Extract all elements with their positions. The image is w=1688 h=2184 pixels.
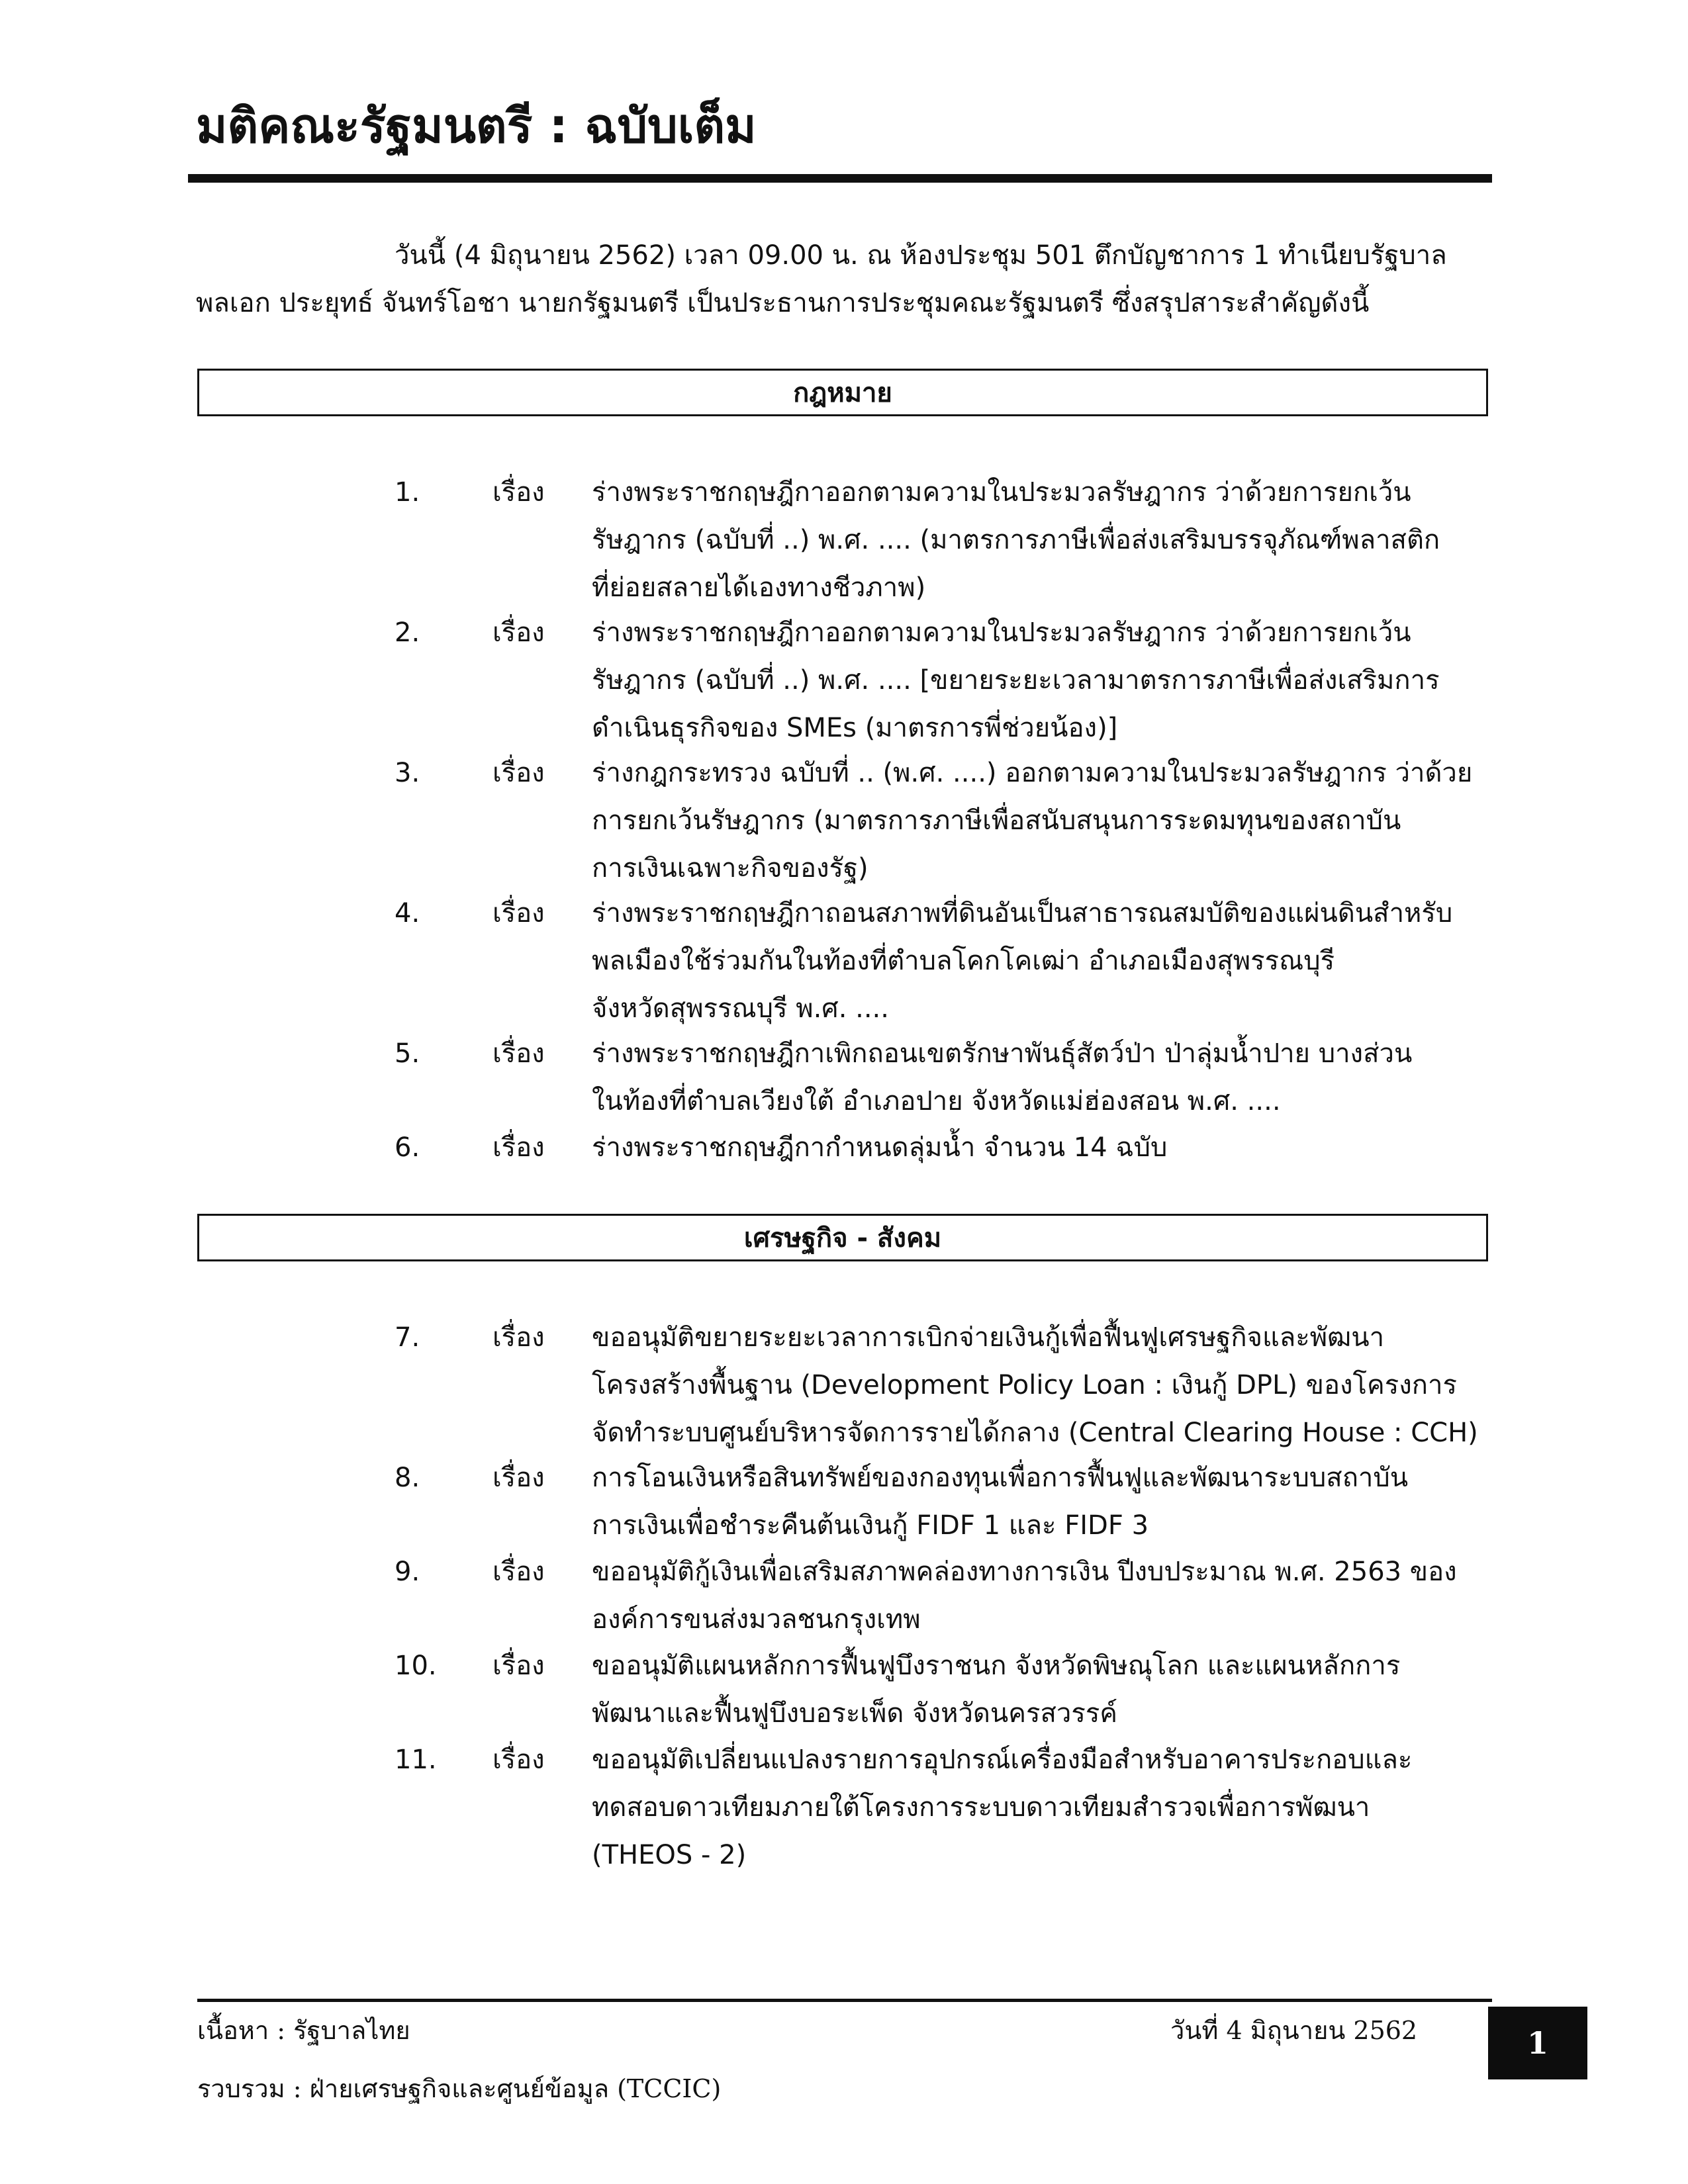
intro-line-1: วันนี้ (4 มิถุนายน 2562) เวลา 09.00 น. ณ ห้องประชุม 501 ตึกบัญชาการ 1 ทำเนียบรัฐบาล (395, 240, 1447, 271)
item-label: เรื่อง (492, 898, 545, 929)
item-text-line: รัษฎากร (ฉบับที่ ..) พ.ศ. .... (มาตรการภาษีเพื่อส่งเสริมบรรจุภัณฑ์พลาสติก (592, 525, 1440, 555)
item-label: เรื่อง (492, 617, 545, 648)
item-number: 8. (395, 1463, 420, 1493)
item-number: 2. (395, 617, 420, 648)
intro-paragraph (196, 232, 1487, 327)
item-text-line: ทดสอบดาวเทียมภายใต้โครงการระบบดาวเทียมสำรวจเพื่อการพัฒนา (592, 1792, 1370, 1823)
item-number: 10. (395, 1651, 437, 1681)
item-text-line: ร่างพระราชกฤษฎีกากำหนดลุ่มน้ำ จำนวน 14 ฉบับ (592, 1132, 1168, 1163)
item-text-line: จังหวัดสุพรรณบุรี พ.ศ. .... (592, 993, 889, 1024)
item-text-line: ร่างกฎกระทรวง ฉบับที่ .. (พ.ศ. ....) ออกตามความในประมวลรัษฎากร ว่าด้วย (592, 758, 1473, 788)
item-label: เรื่อง (492, 1322, 545, 1353)
footer-divider (197, 1999, 1492, 2002)
item-text-line: ร่างพระราชกฤษฎีกาเพิกถอนเขตรักษาพันธุ์สัตว์ป่า ป่าลุ่มน้ำปาย บางส่วน (592, 1038, 1413, 1069)
item-text-line: ร่างพระราชกฤษฎีกาออกตามความในประมวลรัษฎากร ว่าด้วยการยกเว้น (592, 617, 1411, 648)
section-heading-economy-society: เศรษฐกิจ - สังคม (197, 1214, 1488, 1261)
item-text-line: พลเมืองใช้ร่วมกันในท้องที่ตำบลโคกโคเฒ่า อำเภอเมืองสุพรรณบุรี (592, 946, 1335, 976)
item-text-line: องค์การขนส่งมวลชนกรุงเทพ (592, 1604, 921, 1635)
item-text-line: ดำเนินธุรกิจของ SMEs (มาตรการพี่ช่วยน้อง)] (592, 713, 1118, 743)
item-text (592, 1124, 1492, 1171)
item-text (592, 1454, 1492, 1549)
item-text-line: โครงสร้างพื้นฐาน (Development Policy Loan : เงินกู้ DPL) ของโครงการ (592, 1370, 1457, 1400)
item-label: เรื่อง (492, 1651, 545, 1681)
item-label: เรื่อง (492, 1745, 545, 1775)
item-text-line: ขออนุมัติแผนหลักการฟื้นฟูบึงราชนก จังหวัดพิษณุโลก และแผนหลักการ (592, 1651, 1401, 1681)
item-text-line: รัษฎากร (ฉบับที่ ..) พ.ศ. .... [ขยายระยะเวลามาตรการภาษีเพื่อส่งเสริมการ (592, 665, 1440, 696)
item-label: เรื่อง (492, 1557, 545, 1587)
page-title: มติคณะรัฐมนตรี : ฉบับเต็ม (196, 98, 757, 154)
item-text (592, 1314, 1492, 1457)
item-text (592, 1736, 1492, 1879)
item-label: เรื่อง (492, 477, 545, 508)
page-number-badge: 1 (1488, 2007, 1587, 2079)
item-text-line: ขออนุมัติเปลี่ยนแปลงรายการอุปกรณ์เครื่องมือสำหรับอาคารประกอบและ (592, 1745, 1413, 1775)
item-text-line: ขออนุมัติขยายระยะเวลาการเบิกจ่ายเงินกู้เพื่อฟื้นฟูเศรษฐกิจและพัฒนา (592, 1322, 1385, 1353)
item-number: 4. (395, 898, 420, 929)
item-text (592, 1642, 1492, 1737)
item-number: 6. (395, 1132, 420, 1163)
item-text-line: ขออนุมัติกู้เงินเพื่อเสริมสภาพคล่องทางการเงิน ปีงบประมาณ พ.ศ. 2563 ของ (592, 1557, 1457, 1587)
item-text (592, 1030, 1492, 1125)
item-label: เรื่อง (492, 758, 545, 788)
item-label: เรื่อง (492, 1038, 545, 1069)
item-text-line: ในท้องที่ตำบลเวียงใต้ อำเภอปาย จังหวัดแม่ฮ่องสอน พ.ศ. .... (592, 1086, 1281, 1116)
item-text-line: ร่างพระราชกฤษฎีกาออกตามความในประมวลรัษฎากร ว่าด้วยการยกเว้น (592, 477, 1411, 508)
item-label: เรื่อง (492, 1132, 545, 1163)
item-number: 1. (395, 477, 420, 508)
item-text (592, 609, 1492, 752)
intro-line-2: พลเอก ประยุทธ์ จันทร์โอชา นายกรัฐมนตรี เป็นประธานการประชุมคณะรัฐมนตรี ซึ่งสรุปสาระสำคัญดังนี้ (196, 288, 1370, 318)
item-text-line: การยกเว้นรัษฎากร (มาตรการภาษีเพื่อสนับสนุนการระดมทุนของสถาบัน (592, 805, 1401, 836)
item-text-line: พัฒนาและฟื้นฟูบึงบอระเพ็ด จังหวัดนครสวรรค์ (592, 1698, 1118, 1729)
item-text-line: ร่างพระราชกฤษฎีกาถอนสภาพที่ดินอันเป็นสาธารณสมบัติของแผ่นดินสำหรับ (592, 898, 1453, 929)
item-text-line: จัดทำระบบศูนย์บริหารจัดการรายได้กลาง (Central Clearing House : CCH) (592, 1418, 1478, 1448)
footer-compiled-by: รวบรวม : ฝ่ายเศรษฐกิจและศูนย์ข้อมูล (TCCIC) (197, 2074, 722, 2103)
item-text-line: ที่ย่อยสลายได้เองทางชีวภาพ) (592, 572, 926, 603)
footer-content-source: เนื้อหา : รัฐบาลไทย (197, 2016, 410, 2045)
footer-date: วันที่ 4 มิถุนายน 2562 (1170, 2016, 1418, 2045)
item-number: 5. (395, 1038, 420, 1069)
item-text (592, 749, 1492, 892)
item-text-line: การเงินเฉพาะกิจของรัฐ) (592, 853, 868, 884)
item-text-line: การเงินเพื่อชำระคืนต้นเงินกู้ FIDF 1 และ FIDF 3 (592, 1510, 1149, 1541)
title-divider (188, 174, 1492, 183)
section-heading-law: กฎหมาย (197, 369, 1488, 416)
item-text-line: (THEOS - 2) (592, 1840, 747, 1870)
item-number: 3. (395, 758, 420, 788)
item-number: 7. (395, 1322, 420, 1353)
item-number: 11. (395, 1745, 437, 1775)
item-text (592, 469, 1492, 612)
item-text-line: การโอนเงินหรือสินทรัพย์ของกองทุนเพื่อการฟื้นฟูและพัฒนาระบบสถาบัน (592, 1463, 1409, 1493)
item-label: เรื่อง (492, 1463, 545, 1493)
item-number: 9. (395, 1557, 420, 1587)
item-text (592, 1548, 1492, 1643)
item-text (592, 889, 1492, 1032)
